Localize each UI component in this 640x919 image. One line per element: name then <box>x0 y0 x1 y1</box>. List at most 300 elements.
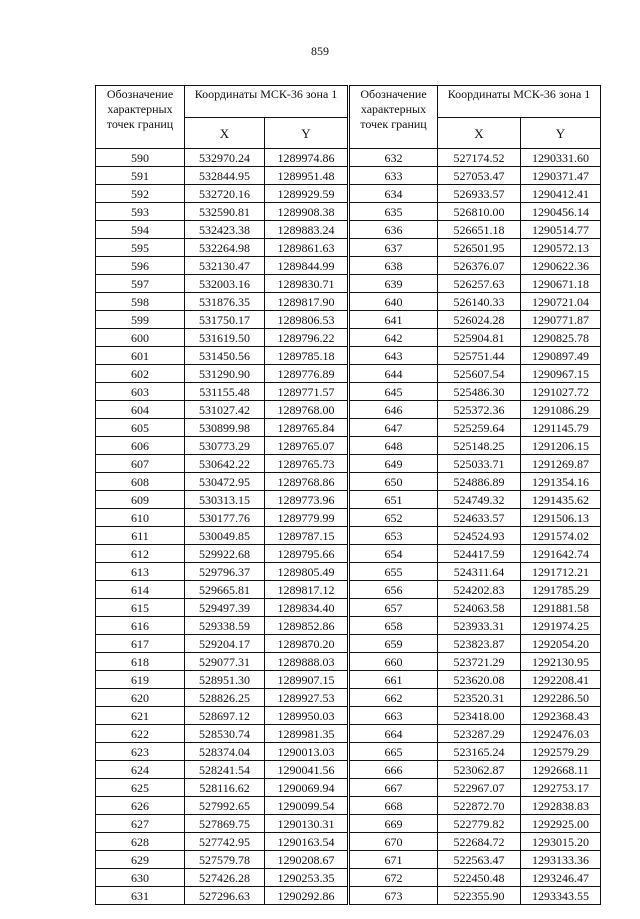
point-number-cell: 663 <box>350 707 438 725</box>
y-coordinate-cell: 1292054.20 <box>521 635 601 653</box>
table-row <box>350 347 601 365</box>
point-number-cell: 651 <box>350 491 438 509</box>
point-number-cell: 616 <box>96 617 185 635</box>
x-coordinate-cell: 522450.48 <box>438 869 521 887</box>
coordinates-system-header: Координаты МСК-36 зона 1 <box>438 86 601 118</box>
y-coordinate-cell: 1293246.47 <box>521 869 601 887</box>
point-number-cell: 601 <box>96 347 185 365</box>
table-row <box>96 599 348 617</box>
table-row <box>96 869 348 887</box>
table-row <box>350 203 601 221</box>
x-coordinate-cell: 527174.52 <box>438 149 521 167</box>
point-number-cell: 673 <box>350 887 438 905</box>
point-number-cell: 619 <box>96 671 185 689</box>
x-coordinate-cell: 531290.90 <box>185 365 265 383</box>
x-coordinate-cell: 523165.24 <box>438 743 521 761</box>
y-column-header: Y <box>521 118 601 149</box>
designation-header: Обозначение характерных точек границ <box>96 86 185 149</box>
table-row <box>350 329 601 347</box>
table-row <box>350 149 601 167</box>
point-number-cell: 620 <box>96 689 185 707</box>
y-coordinate-cell: 1290825.78 <box>521 329 601 347</box>
x-coordinate-cell: 525607.54 <box>438 365 521 383</box>
y-coordinate-cell: 1291086.29 <box>521 401 601 419</box>
y-coordinate-cell: 1291506.13 <box>521 509 601 527</box>
coordinates-table-right <box>349 85 601 905</box>
y-coordinate-cell: 1292925.00 <box>521 815 601 833</box>
x-coordinate-cell: 526024.28 <box>438 311 521 329</box>
x-coordinate-cell: 528530.74 <box>185 725 265 743</box>
table-row <box>350 185 601 203</box>
point-number-cell: 653 <box>350 527 438 545</box>
point-number-cell: 657 <box>350 599 438 617</box>
y-coordinate-cell: 1290412.41 <box>521 185 601 203</box>
point-number-cell: 607 <box>96 455 185 473</box>
point-number-cell: 594 <box>96 221 185 239</box>
point-number-cell: 618 <box>96 653 185 671</box>
table-row <box>96 185 348 203</box>
table-row <box>96 401 348 419</box>
y-coordinate-cell: 1289817.12 <box>265 581 348 599</box>
point-number-cell: 604 <box>96 401 185 419</box>
point-number-cell: 638 <box>350 257 438 275</box>
x-coordinate-cell: 529922.68 <box>185 545 265 563</box>
y-coordinate-cell: 1292668.11 <box>521 761 601 779</box>
x-coordinate-cell: 523721.29 <box>438 653 521 671</box>
x-coordinate-cell: 531450.56 <box>185 347 265 365</box>
x-coordinate-cell: 531876.35 <box>185 293 265 311</box>
x-coordinate-cell: 522872.70 <box>438 797 521 815</box>
table-row <box>350 239 601 257</box>
point-number-cell: 647 <box>350 419 438 437</box>
point-number-cell: 610 <box>96 509 185 527</box>
table-row <box>96 743 348 761</box>
x-coordinate-cell: 526140.33 <box>438 293 521 311</box>
table-row <box>350 473 601 491</box>
table-row <box>96 545 348 563</box>
x-coordinate-cell: 529204.17 <box>185 635 265 653</box>
point-number-cell: 626 <box>96 797 185 815</box>
table-row <box>350 527 601 545</box>
x-coordinate-cell: 523062.87 <box>438 761 521 779</box>
y-coordinate-cell: 1289768.86 <box>265 473 348 491</box>
designation-header: Обозначение характерных точек границ <box>350 86 438 149</box>
point-number-cell: 590 <box>96 149 185 167</box>
y-coordinate-cell: 1289773.96 <box>265 491 348 509</box>
coordinates-system-header: Координаты МСК-36 зона 1 <box>185 86 348 118</box>
table-row <box>350 419 601 437</box>
point-number-cell: 636 <box>350 221 438 239</box>
point-number-cell: 645 <box>350 383 438 401</box>
y-coordinate-cell: 1289844.99 <box>265 257 348 275</box>
y-coordinate-cell: 1290130.31 <box>265 815 348 833</box>
table-row <box>96 491 348 509</box>
point-number-cell: 614 <box>96 581 185 599</box>
y-coordinate-cell: 1289951.48 <box>265 167 348 185</box>
x-coordinate-cell: 529665.81 <box>185 581 265 599</box>
table-row <box>96 797 348 815</box>
table-row <box>96 527 348 545</box>
y-coordinate-cell: 1289981.35 <box>265 725 348 743</box>
table-row <box>96 221 348 239</box>
y-coordinate-cell: 1292286.50 <box>521 689 601 707</box>
table-row <box>350 833 601 851</box>
x-coordinate-cell: 528697.12 <box>185 707 265 725</box>
y-coordinate-cell: 1292476.03 <box>521 725 601 743</box>
y-coordinate-cell: 1289929.59 <box>265 185 348 203</box>
point-number-cell: 665 <box>350 743 438 761</box>
x-coordinate-cell: 531619.50 <box>185 329 265 347</box>
x-coordinate-cell: 525148.25 <box>438 437 521 455</box>
x-coordinate-cell: 528374.04 <box>185 743 265 761</box>
coordinates-table-left <box>95 85 348 905</box>
table-row <box>350 743 601 761</box>
table-row <box>350 671 601 689</box>
x-coordinate-cell: 531750.17 <box>185 311 265 329</box>
table-row <box>96 887 348 905</box>
table-row <box>96 383 348 401</box>
y-coordinate-cell: 1289765.07 <box>265 437 348 455</box>
point-number-cell: 631 <box>96 887 185 905</box>
x-coordinate-cell: 528951.30 <box>185 671 265 689</box>
point-number-cell: 668 <box>350 797 438 815</box>
point-number-cell: 603 <box>96 383 185 401</box>
table-row <box>350 815 601 833</box>
point-number-cell: 615 <box>96 599 185 617</box>
x-coordinate-cell: 532844.95 <box>185 167 265 185</box>
table-row <box>350 401 601 419</box>
y-coordinate-cell: 1289888.03 <box>265 653 348 671</box>
table-row <box>96 563 348 581</box>
table-row <box>350 545 601 563</box>
x-coordinate-cell: 527296.63 <box>185 887 265 905</box>
y-coordinate-cell: 1290208.67 <box>265 851 348 869</box>
table-row <box>350 797 601 815</box>
table-row <box>96 833 348 851</box>
x-coordinate-cell: 524311.64 <box>438 563 521 581</box>
point-number-cell: 602 <box>96 365 185 383</box>
x-coordinate-cell: 527426.28 <box>185 869 265 887</box>
x-coordinate-cell: 525372.36 <box>438 401 521 419</box>
table-row <box>350 509 601 527</box>
point-number-cell: 608 <box>96 473 185 491</box>
table-row <box>350 617 601 635</box>
table-row <box>350 779 601 797</box>
x-coordinate-cell: 532590.81 <box>185 203 265 221</box>
x-coordinate-cell: 526651.18 <box>438 221 521 239</box>
x-coordinate-cell: 526810.00 <box>438 203 521 221</box>
y-coordinate-cell: 1292368.43 <box>521 707 601 725</box>
table-row <box>96 581 348 599</box>
x-coordinate-cell: 525486.30 <box>438 383 521 401</box>
y-coordinate-cell: 1289834.40 <box>265 599 348 617</box>
x-coordinate-cell: 525751.44 <box>438 347 521 365</box>
y-coordinate-cell: 1290253.35 <box>265 869 348 887</box>
point-number-cell: 670 <box>350 833 438 851</box>
y-coordinate-cell: 1290514.77 <box>521 221 601 239</box>
y-coordinate-cell: 1289806.53 <box>265 311 348 329</box>
y-coordinate-cell: 1290331.60 <box>521 149 601 167</box>
table-row <box>350 491 601 509</box>
x-coordinate-cell: 530899.98 <box>185 419 265 437</box>
point-number-cell: 672 <box>350 869 438 887</box>
y-coordinate-cell: 1289852.86 <box>265 617 348 635</box>
x-coordinate-cell: 525904.81 <box>438 329 521 347</box>
y-coordinate-cell: 1290099.54 <box>265 797 348 815</box>
x-coordinate-cell: 530773.29 <box>185 437 265 455</box>
point-number-cell: 658 <box>350 617 438 635</box>
x-coordinate-cell: 532720.16 <box>185 185 265 203</box>
y-coordinate-cell: 1289861.63 <box>265 239 348 257</box>
y-coordinate-cell: 1291435.62 <box>521 491 601 509</box>
point-number-cell: 591 <box>96 167 185 185</box>
y-coordinate-cell: 1289883.24 <box>265 221 348 239</box>
y-coordinate-cell: 1289795.66 <box>265 545 348 563</box>
y-coordinate-cell: 1289927.53 <box>265 689 348 707</box>
table-row <box>350 635 601 653</box>
x-coordinate-cell: 524524.93 <box>438 527 521 545</box>
table-row <box>96 671 348 689</box>
y-coordinate-cell: 1289974.86 <box>265 149 348 167</box>
table-row <box>350 725 601 743</box>
y-coordinate-cell: 1290069.94 <box>265 779 348 797</box>
point-number-cell: 613 <box>96 563 185 581</box>
point-number-cell: 664 <box>350 725 438 743</box>
point-number-cell: 600 <box>96 329 185 347</box>
x-coordinate-cell: 527992.65 <box>185 797 265 815</box>
point-number-cell: 656 <box>350 581 438 599</box>
x-coordinate-cell: 523520.31 <box>438 689 521 707</box>
x-coordinate-cell: 523287.29 <box>438 725 521 743</box>
point-number-cell: 622 <box>96 725 185 743</box>
x-coordinate-cell: 530177.76 <box>185 509 265 527</box>
x-coordinate-cell: 522684.72 <box>438 833 521 851</box>
point-number-cell: 643 <box>350 347 438 365</box>
table-row <box>350 167 601 185</box>
y-coordinate-cell: 1291642.74 <box>521 545 601 563</box>
point-number-cell: 652 <box>350 509 438 527</box>
y-coordinate-cell: 1291785.29 <box>521 581 601 599</box>
x-coordinate-cell: 527869.75 <box>185 815 265 833</box>
y-coordinate-cell: 1291974.25 <box>521 617 601 635</box>
x-coordinate-cell: 528116.62 <box>185 779 265 797</box>
y-coordinate-cell: 1292130.95 <box>521 653 601 671</box>
y-column-header: Y <box>265 118 348 149</box>
table-row <box>350 455 601 473</box>
y-coordinate-cell: 1292208.41 <box>521 671 601 689</box>
x-coordinate-cell: 526376.07 <box>438 257 521 275</box>
point-number-cell: 625 <box>96 779 185 797</box>
x-coordinate-cell: 524202.83 <box>438 581 521 599</box>
table-row <box>350 221 601 239</box>
point-number-cell: 655 <box>350 563 438 581</box>
x-coordinate-cell: 524633.57 <box>438 509 521 527</box>
y-coordinate-cell: 1293015.20 <box>521 833 601 851</box>
y-coordinate-cell: 1292753.17 <box>521 779 601 797</box>
table-row <box>96 419 348 437</box>
y-coordinate-cell: 1291712.21 <box>521 563 601 581</box>
y-coordinate-cell: 1289779.99 <box>265 509 348 527</box>
x-coordinate-cell: 530313.15 <box>185 491 265 509</box>
y-coordinate-cell: 1290163.54 <box>265 833 348 851</box>
point-number-cell: 639 <box>350 275 438 293</box>
table-row <box>96 635 348 653</box>
y-coordinate-cell: 1290671.18 <box>521 275 601 293</box>
y-coordinate-cell: 1289950.03 <box>265 707 348 725</box>
y-coordinate-cell: 1289776.89 <box>265 365 348 383</box>
point-number-cell: 592 <box>96 185 185 203</box>
point-number-cell: 648 <box>350 437 438 455</box>
table-row <box>96 437 348 455</box>
y-coordinate-cell: 1290721.04 <box>521 293 601 311</box>
table-row <box>96 149 348 167</box>
y-coordinate-cell: 1289907.15 <box>265 671 348 689</box>
y-coordinate-cell: 1290041.56 <box>265 761 348 779</box>
point-number-cell: 609 <box>96 491 185 509</box>
y-coordinate-cell: 1289765.84 <box>265 419 348 437</box>
table-row <box>350 383 601 401</box>
y-coordinate-cell: 1291145.79 <box>521 419 601 437</box>
y-coordinate-cell: 1290292.86 <box>265 887 348 905</box>
point-number-cell: 596 <box>96 257 185 275</box>
y-coordinate-cell: 1289870.20 <box>265 635 348 653</box>
y-coordinate-cell: 1291574.02 <box>521 527 601 545</box>
point-number-cell: 661 <box>350 671 438 689</box>
table-row <box>350 689 601 707</box>
point-number-cell: 612 <box>96 545 185 563</box>
table-row <box>96 707 348 725</box>
table-row <box>350 761 601 779</box>
point-number-cell: 611 <box>96 527 185 545</box>
table-row <box>96 617 348 635</box>
table-row <box>96 653 348 671</box>
x-coordinate-cell: 523418.00 <box>438 707 521 725</box>
point-number-cell: 640 <box>350 293 438 311</box>
y-coordinate-cell: 1289787.15 <box>265 527 348 545</box>
point-number-cell: 624 <box>96 761 185 779</box>
x-coordinate-cell: 523620.08 <box>438 671 521 689</box>
table-row <box>96 509 348 527</box>
x-coordinate-cell: 525259.64 <box>438 419 521 437</box>
point-number-cell: 597 <box>96 275 185 293</box>
point-number-cell: 660 <box>350 653 438 671</box>
table-row <box>350 851 601 869</box>
x-coordinate-cell: 528241.54 <box>185 761 265 779</box>
x-coordinate-cell: 532264.98 <box>185 239 265 257</box>
point-number-cell: 629 <box>96 851 185 869</box>
table-row <box>96 347 348 365</box>
table-row <box>96 275 348 293</box>
point-number-cell: 642 <box>350 329 438 347</box>
y-coordinate-cell: 1290572.13 <box>521 239 601 257</box>
table-row <box>96 761 348 779</box>
y-coordinate-cell: 1291027.72 <box>521 383 601 401</box>
x-coordinate-cell: 524749.32 <box>438 491 521 509</box>
point-number-cell: 650 <box>350 473 438 491</box>
point-number-cell: 646 <box>350 401 438 419</box>
x-column-header: X <box>185 118 265 149</box>
point-number-cell: 621 <box>96 707 185 725</box>
table-row <box>96 257 348 275</box>
table-row <box>96 167 348 185</box>
table-row <box>96 239 348 257</box>
point-number-cell: 671 <box>350 851 438 869</box>
x-coordinate-cell: 528826.25 <box>185 689 265 707</box>
point-number-cell: 605 <box>96 419 185 437</box>
table-row <box>96 779 348 797</box>
table-row <box>96 851 348 869</box>
point-number-cell: 606 <box>96 437 185 455</box>
y-coordinate-cell: 1290771.87 <box>521 311 601 329</box>
point-number-cell: 628 <box>96 833 185 851</box>
y-coordinate-cell: 1291354.16 <box>521 473 601 491</box>
table-body <box>96 149 348 905</box>
table-row <box>350 599 601 617</box>
point-number-cell: 667 <box>350 779 438 797</box>
y-coordinate-cell: 1291269.87 <box>521 455 601 473</box>
x-coordinate-cell: 524417.59 <box>438 545 521 563</box>
table-row <box>350 437 601 455</box>
y-coordinate-cell: 1289796.22 <box>265 329 348 347</box>
point-number-cell: 633 <box>350 167 438 185</box>
x-coordinate-cell: 529338.59 <box>185 617 265 635</box>
point-number-cell: 669 <box>350 815 438 833</box>
point-number-cell: 623 <box>96 743 185 761</box>
y-coordinate-cell: 1291206.15 <box>521 437 601 455</box>
point-number-cell: 599 <box>96 311 185 329</box>
x-coordinate-cell: 526257.63 <box>438 275 521 293</box>
x-coordinate-cell: 529077.31 <box>185 653 265 671</box>
point-number-cell: 634 <box>350 185 438 203</box>
x-coordinate-cell: 531027.42 <box>185 401 265 419</box>
table-row <box>350 869 601 887</box>
table-row <box>96 725 348 743</box>
point-number-cell: 654 <box>350 545 438 563</box>
x-coordinate-cell: 522779.82 <box>438 815 521 833</box>
x-coordinate-cell: 527579.78 <box>185 851 265 869</box>
y-coordinate-cell: 1292838.83 <box>521 797 601 815</box>
table-row <box>96 329 348 347</box>
table-row <box>96 311 348 329</box>
x-coordinate-cell: 526933.57 <box>438 185 521 203</box>
point-number-cell: 662 <box>350 689 438 707</box>
x-coordinate-cell: 530642.22 <box>185 455 265 473</box>
point-number-cell: 595 <box>96 239 185 257</box>
y-coordinate-cell: 1290897.49 <box>521 347 601 365</box>
point-number-cell: 649 <box>350 455 438 473</box>
table-row <box>350 275 601 293</box>
table-body <box>350 149 601 905</box>
x-coordinate-cell: 527053.47 <box>438 167 521 185</box>
x-coordinate-cell: 523933.31 <box>438 617 521 635</box>
x-coordinate-cell: 522355.90 <box>438 887 521 905</box>
x-coordinate-cell: 522967.07 <box>438 779 521 797</box>
table-row <box>350 707 601 725</box>
point-number-cell: 598 <box>96 293 185 311</box>
table-row <box>96 455 348 473</box>
x-coordinate-cell: 529796.37 <box>185 563 265 581</box>
table-row <box>350 653 601 671</box>
table-row <box>350 887 601 905</box>
x-coordinate-cell: 522563.47 <box>438 851 521 869</box>
y-coordinate-cell: 1289908.38 <box>265 203 348 221</box>
x-coordinate-cell: 525033.71 <box>438 455 521 473</box>
y-coordinate-cell: 1293343.55 <box>521 887 601 905</box>
table-row <box>96 203 348 221</box>
x-coordinate-cell: 530472.95 <box>185 473 265 491</box>
table-row <box>350 293 601 311</box>
y-coordinate-cell: 1290967.15 <box>521 365 601 383</box>
